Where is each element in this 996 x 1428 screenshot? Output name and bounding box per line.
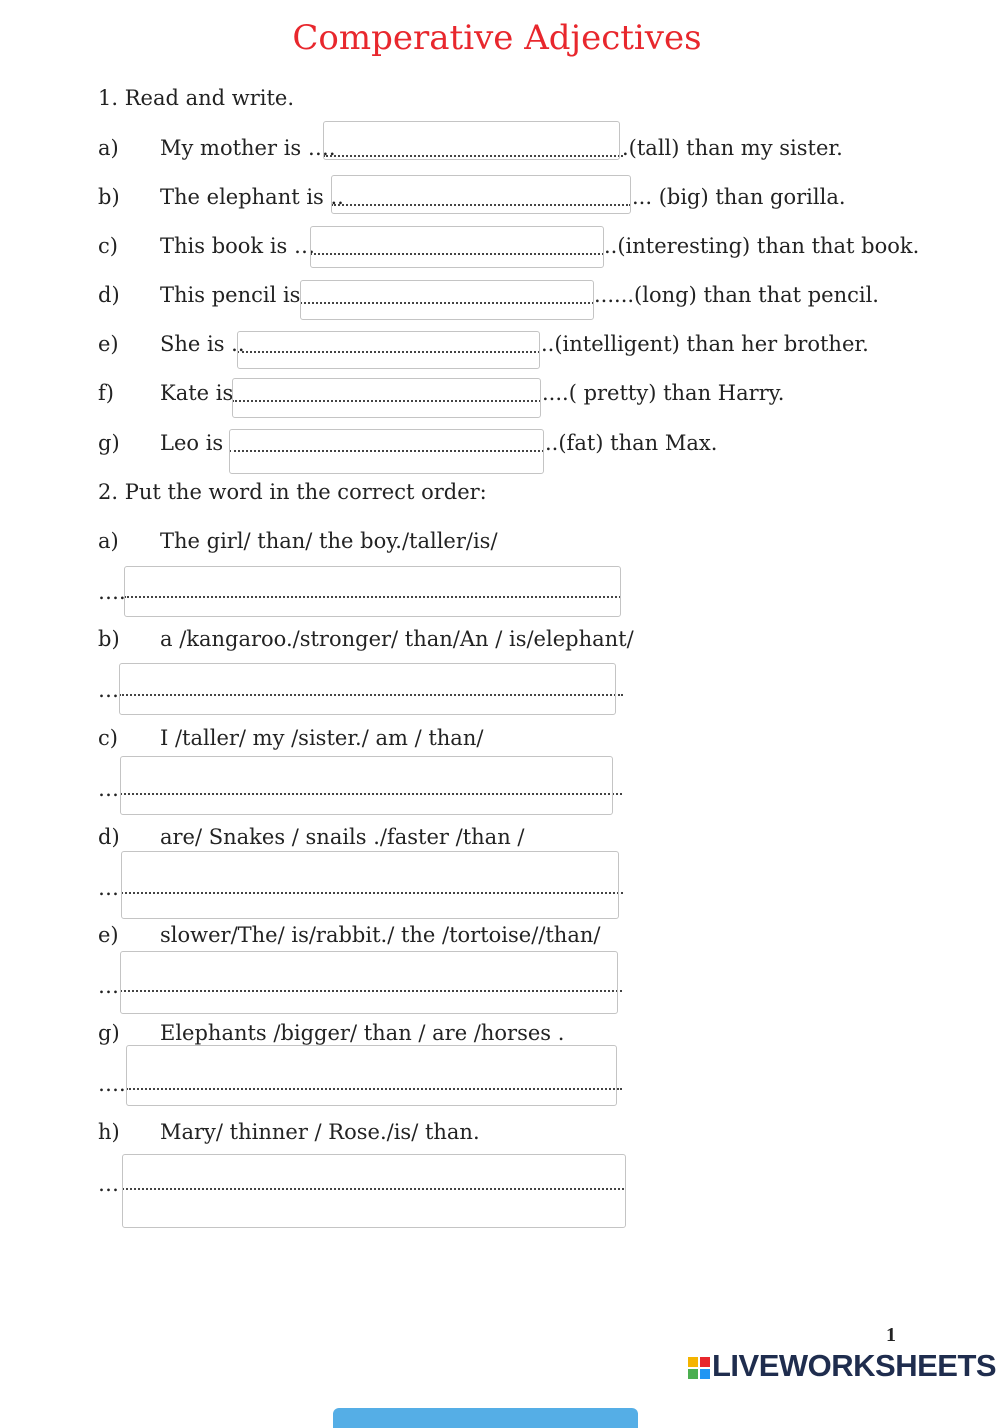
s1-before-g: Leo is xyxy=(160,431,224,455)
liveworksheets-logo-icon xyxy=(688,1357,710,1379)
s2-prompt-b: a /kangaroo./stronger/ than/An / is/elephant/ xyxy=(160,627,634,651)
brand-logo-text: LIVEWORKSHEETS xyxy=(712,1348,996,1383)
s1-letter-e: e) xyxy=(98,332,119,356)
s2-prompt-d: are/ Snakes / snails ./faster /than / xyxy=(160,825,525,849)
s2-answer-d-input[interactable] xyxy=(121,851,619,919)
s1-letter-c: c) xyxy=(98,234,118,258)
s2-prompt-g: Elephants /bigger/ than / are /horses . xyxy=(160,1021,565,1045)
s2-prompt-a: The girl/ than/ the boy./taller/is/ xyxy=(160,529,498,553)
s2-letter-a: a) xyxy=(98,529,119,553)
s1-answer-c-input[interactable] xyxy=(310,226,604,268)
s2-letter-b: b) xyxy=(98,627,120,651)
s1-letter-d: d) xyxy=(98,283,120,307)
s1-after-a: .(tall) than my sister. xyxy=(622,136,843,160)
s1-before-d: This pencil is xyxy=(160,283,301,307)
s1-answer-d-input[interactable] xyxy=(300,280,594,320)
s1-letter-f: f) xyxy=(98,381,114,405)
s2-answer-b-input[interactable] xyxy=(119,663,616,715)
s1-before-f: Kate is xyxy=(160,381,234,405)
s2-letter-h: h) xyxy=(98,1120,120,1144)
s1-letter-a: a) xyxy=(98,136,119,160)
s2-lead-g: …. xyxy=(98,1072,126,1096)
s2-letter-c: c) xyxy=(98,726,118,750)
s2-prompt-h: Mary/ thinner / Rose./is/ than. xyxy=(160,1120,480,1144)
s1-before-b: The elephant is .. xyxy=(160,185,344,209)
s2-prompt-e: slower/The/ is/rabbit./ the /tortoise//than/ xyxy=(160,923,601,947)
s1-after-g: ..(fat) than Max. xyxy=(545,431,718,455)
s1-before-c: This book is … xyxy=(160,234,315,258)
bottom-action-bar[interactable] xyxy=(333,1408,638,1428)
s1-answer-g-input[interactable] xyxy=(229,429,544,474)
page-number: 1 xyxy=(886,1324,896,1346)
s2-letter-d: d) xyxy=(98,825,120,849)
s2-lead-b: … xyxy=(98,678,119,702)
s2-lead-d: … xyxy=(98,876,119,900)
s2-lead-e: … xyxy=(98,974,119,998)
s2-lead-c: … xyxy=(98,777,119,801)
s1-answer-b-input[interactable] xyxy=(331,175,631,214)
s2-answer-h-input[interactable] xyxy=(122,1154,626,1228)
s2-answer-e-input[interactable] xyxy=(120,951,618,1014)
s1-letter-g: g) xyxy=(98,431,120,455)
s1-before-a: My mother is …. xyxy=(160,136,336,160)
s1-after-e: ..(intelligent) than her brother. xyxy=(541,332,869,356)
s1-after-f: ....( pretty) than Harry. xyxy=(542,381,785,405)
section1-heading: 1. Read and write. xyxy=(98,86,295,110)
s2-answer-a-input[interactable] xyxy=(124,566,621,617)
s1-before-e: She is .. xyxy=(160,332,245,356)
s2-answer-g-input[interactable] xyxy=(126,1045,617,1106)
s2-lead-a: …. xyxy=(98,580,126,604)
s2-prompt-c: I /taller/ my /sister./ am / than/ xyxy=(160,726,484,750)
s1-after-b: ... (big) than gorilla. xyxy=(632,185,846,209)
s1-answer-e-input[interactable] xyxy=(237,331,540,369)
s2-answer-c-input[interactable] xyxy=(120,756,613,815)
s1-answer-a-input[interactable] xyxy=(323,121,620,160)
s2-letter-e: e) xyxy=(98,923,119,947)
s1-answer-f-input[interactable] xyxy=(232,378,541,418)
s2-lead-h: … xyxy=(98,1172,119,1196)
section2-heading: 2. Put the word in the correct order: xyxy=(98,480,487,504)
s1-after-d: ......(long) than that pencil. xyxy=(594,283,879,307)
page-title: Comperative Adjectives xyxy=(292,18,702,58)
s1-after-c: ..(interesting) than that book. xyxy=(604,234,920,258)
s2-letter-g: g) xyxy=(98,1021,120,1045)
s1-letter-b: b) xyxy=(98,185,120,209)
